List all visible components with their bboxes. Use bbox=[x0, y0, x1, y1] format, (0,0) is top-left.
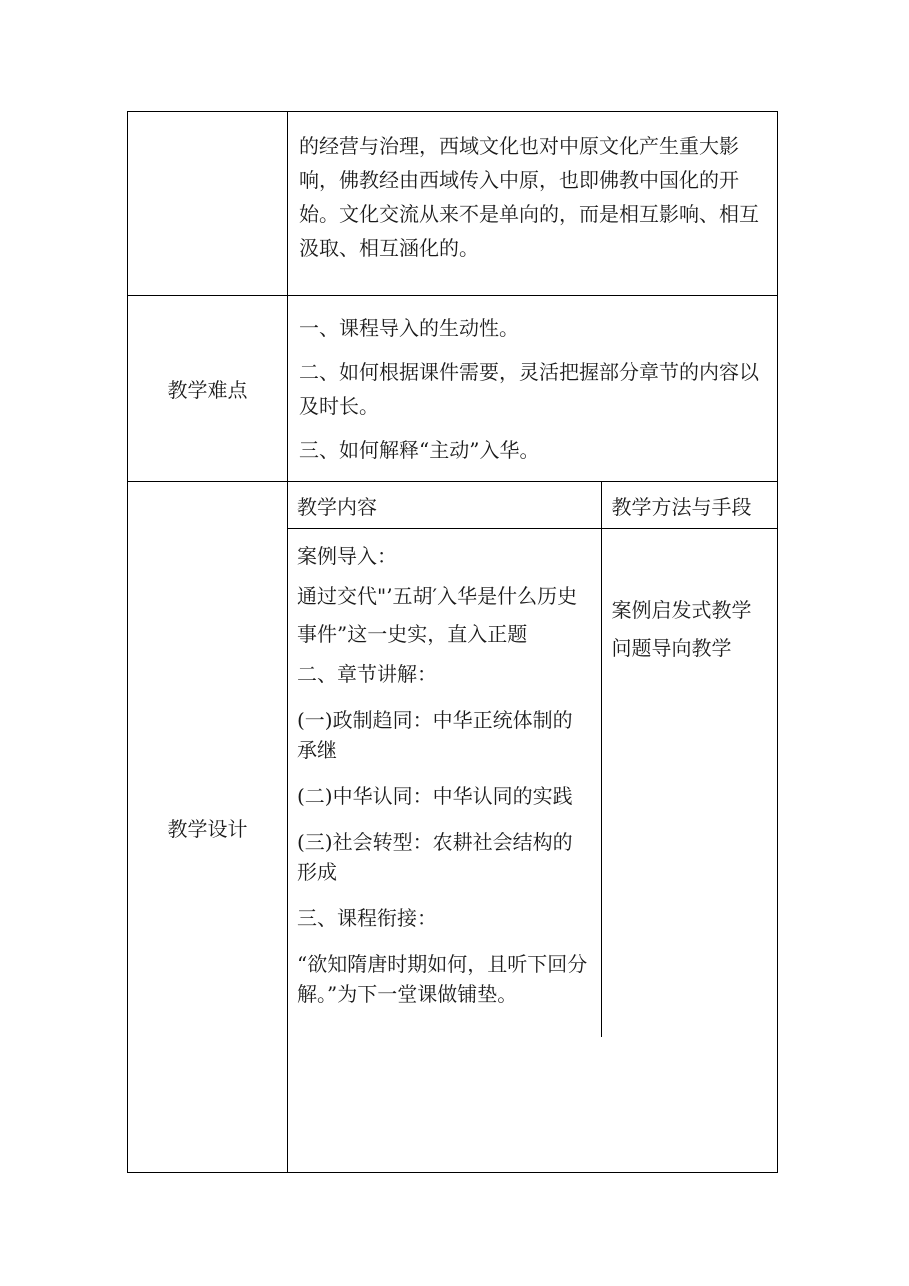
design-inner-table bbox=[288, 482, 777, 1037]
difficulty-label: 教学难点 bbox=[128, 296, 288, 482]
subsection-2: (二)中华认同：中华认同的实践 bbox=[297, 784, 573, 808]
cultural-exchange-text: 的经营与治理，西域文化也对中原文化产生重大影响，佛教经由西域传入中原，也即佛教中国化的开始。文化交流从来不是单向的，而是相互影响、相互汲取、相互涵化的。 bbox=[299, 134, 759, 260]
difficulty-item-3: 三、如何解释“主动”入华。 bbox=[299, 438, 540, 462]
row1-content-cell bbox=[288, 112, 778, 296]
header-teaching-content: 教学内容 bbox=[288, 482, 601, 529]
closing-quote: “欲知隋唐时期如何，且听下回分解。”为下一堂课做铺垫。 bbox=[297, 952, 588, 1006]
teaching-content-cell bbox=[288, 529, 601, 1038]
design-body-row bbox=[288, 529, 777, 1038]
method-case-inspiration: 案例启发式教学 bbox=[611, 598, 752, 622]
design-content-cell bbox=[288, 482, 778, 1173]
case-intro-text: 通过交代"’五胡′入华是什么历史事件”这一史实，直入正题 bbox=[297, 584, 578, 646]
course-link-title: 三、课程衔接： bbox=[297, 906, 437, 930]
content-continuation-row bbox=[128, 112, 778, 296]
teaching-difficulty-row bbox=[128, 296, 778, 482]
row1-label-cell bbox=[128, 112, 288, 296]
teaching-method-cell bbox=[601, 529, 777, 1038]
subsection-1: (一)政制趋同：中华正统体制的承继 bbox=[297, 708, 573, 762]
difficulty-content-cell bbox=[288, 296, 778, 482]
design-header-row bbox=[288, 482, 777, 529]
design-label: 教学设计 bbox=[128, 482, 288, 1173]
difficulty-item-2: 二、如何根据课件需要，灵活把握部分章节的内容以及时长。 bbox=[299, 360, 759, 418]
case-intro-title: 案例导入： bbox=[297, 544, 397, 568]
header-teaching-method: 教学方法与手段 bbox=[601, 482, 777, 529]
chapter-lecture-title: 二、章节讲解： bbox=[297, 662, 437, 686]
difficulty-item-1: 一、课程导入的生动性。 bbox=[299, 316, 519, 340]
method-problem-oriented: 问题导向教学 bbox=[611, 636, 732, 660]
teaching-design-row bbox=[128, 482, 778, 1173]
subsection-3: (三)社会转型：农耕社会结构的形成 bbox=[297, 830, 573, 884]
lesson-plan-table bbox=[127, 111, 778, 1173]
